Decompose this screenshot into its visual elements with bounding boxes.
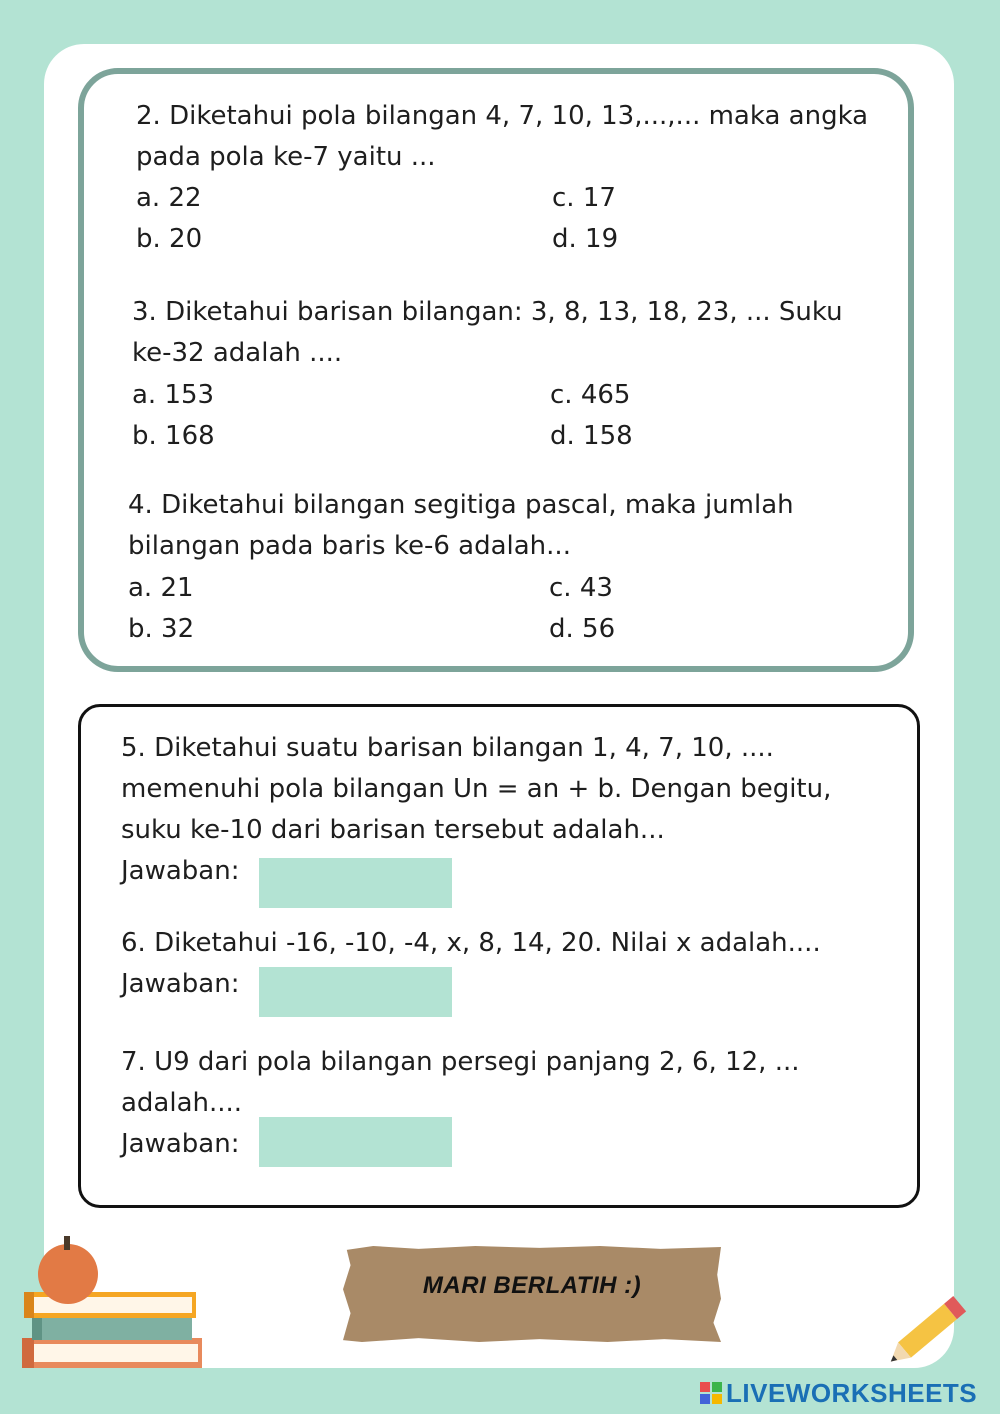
question-7	[121, 1042, 800, 1165]
question-stem: 4. Diketahui bilangan segitiga pascal, maka jumlah	[128, 490, 794, 520]
question-stem: memenuhi pola bilangan Un = an + b. Dengan begitu,	[121, 774, 832, 804]
option-c[interactable]: c. 43	[549, 573, 613, 603]
option-d[interactable]: d. 158	[550, 421, 633, 451]
question-6	[121, 923, 821, 1005]
liveworksheets-brand	[700, 1376, 996, 1410]
option-d[interactable]: d. 56	[549, 614, 616, 644]
option-a[interactable]: a. 22	[136, 183, 202, 213]
question-stem: 7. U9 dari pola bilangan persegi panjang 2, 6, 12, ...	[121, 1047, 800, 1077]
answer-input[interactable]	[259, 1117, 452, 1167]
question-stem: 6. Diketahui -16, -10, -4, x, 8, 14, 20. Nilai x adalah....	[121, 928, 821, 958]
answer-input[interactable]	[259, 858, 452, 908]
question-5	[121, 728, 831, 892]
question-stem: adalah....	[121, 1088, 243, 1118]
question-stem: suku ke-10 dari barisan tersebut adalah...	[121, 815, 665, 845]
books-apple-icon	[18, 1234, 208, 1374]
question-2	[136, 96, 868, 178]
option-a[interactable]: a. 21	[128, 573, 194, 603]
option-c[interactable]: c. 17	[552, 183, 616, 213]
brand-name: LIVEWORKSHEETS	[726, 1377, 978, 1408]
question-stem: 3. Diketahui barisan bilangan: 3, 8, 13, 18, 23, ... Suku	[132, 297, 843, 327]
liveworksheets-logo-icon	[700, 1382, 722, 1404]
answer-label: Jawaban:	[121, 969, 240, 999]
option-a[interactable]: a. 153	[132, 380, 215, 410]
option-b[interactable]: b. 32	[128, 614, 195, 644]
question-stem: 2. Diketahui pola bilangan 4, 7, 10, 13,...,... maka angka	[136, 101, 869, 131]
question-4	[128, 485, 794, 567]
option-b[interactable]: b. 20	[136, 224, 203, 254]
answer-input[interactable]	[259, 967, 452, 1017]
question-stem: pada pola ke-7 yaitu ...	[136, 142, 436, 172]
question-stem: bilangan pada baris ke-6 adalah...	[128, 531, 571, 561]
answer-label: Jawaban:	[121, 856, 240, 886]
answer-label: Jawaban:	[121, 1129, 240, 1159]
question-stem: ke-32 adalah ....	[132, 338, 343, 368]
banner-text: MARI BERLATIH :)	[422, 1272, 642, 1299]
option-b[interactable]: b. 168	[132, 421, 215, 451]
pencil-icon	[878, 1288, 974, 1376]
option-d[interactable]: d. 19	[552, 224, 619, 254]
question-3	[132, 292, 843, 374]
option-c[interactable]: c. 465	[550, 380, 631, 410]
question-stem: 5. Diketahui suatu barisan bilangan 1, 4, 7, 10, ....	[121, 733, 774, 763]
